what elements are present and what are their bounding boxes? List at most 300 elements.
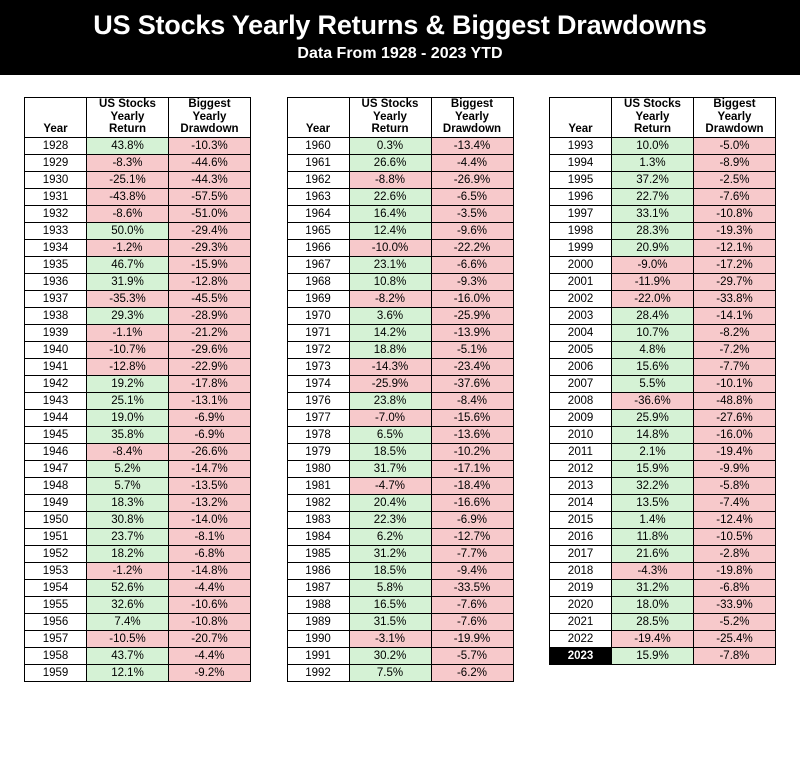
cell-year: 1973	[287, 358, 349, 375]
table-row	[25, 579, 251, 596]
table-row	[25, 409, 251, 426]
cell-biggest-drawdown: -15.6%	[431, 409, 513, 426]
table-row	[550, 443, 776, 460]
cell-biggest-drawdown: -7.6%	[431, 613, 513, 630]
cell-year: 1947	[25, 460, 87, 477]
cell-yearly-return: -25.9%	[349, 375, 431, 392]
cell-yearly-return: 14.2%	[349, 324, 431, 341]
cell-year: 2015	[550, 511, 612, 528]
cell-biggest-drawdown: -7.2%	[694, 341, 776, 358]
table-row	[25, 188, 251, 205]
table-row	[287, 154, 513, 171]
cell-year: 1933	[25, 222, 87, 239]
table-row	[550, 613, 776, 630]
column-header-drawdown	[431, 98, 513, 137]
cell-yearly-return: 28.3%	[612, 222, 694, 239]
table-row	[25, 562, 251, 579]
header-line-2: Yearly	[110, 110, 145, 123]
cell-year: 1932	[25, 205, 87, 222]
table-row	[287, 596, 513, 613]
cell-biggest-drawdown: -9.4%	[431, 562, 513, 579]
table-row	[25, 443, 251, 460]
cell-yearly-return: 1.4%	[612, 511, 694, 528]
cell-biggest-drawdown: -27.6%	[694, 409, 776, 426]
cell-year: 2013	[550, 477, 612, 494]
cell-biggest-drawdown: -2.5%	[694, 171, 776, 188]
table-row	[550, 477, 776, 494]
table-row	[25, 205, 251, 222]
cell-year: 1974	[287, 375, 349, 392]
table-row	[287, 222, 513, 239]
cell-year: 1954	[25, 579, 87, 596]
cell-biggest-drawdown: -5.8%	[694, 477, 776, 494]
cell-year: 1987	[287, 579, 349, 596]
header-line-1: US Stocks	[624, 98, 681, 111]
cell-biggest-drawdown: -13.4%	[431, 137, 513, 154]
cell-yearly-return: 25.1%	[87, 392, 169, 409]
cell-biggest-drawdown: -5.2%	[694, 613, 776, 630]
cell-biggest-drawdown: -14.1%	[694, 307, 776, 324]
cell-year: 1928	[25, 137, 87, 154]
header-line-2: Yearly	[192, 110, 227, 123]
cell-yearly-return: 30.2%	[349, 647, 431, 664]
cell-year: 2004	[550, 324, 612, 341]
column-header-return	[349, 98, 431, 137]
cell-year: 1957	[25, 630, 87, 647]
cell-biggest-drawdown: -10.3%	[169, 137, 251, 154]
cell-biggest-drawdown: -13.5%	[169, 477, 251, 494]
header-line-2: Yearly	[717, 110, 752, 123]
cell-biggest-drawdown: -5.7%	[431, 647, 513, 664]
cell-year: 1953	[25, 562, 87, 579]
table-row	[287, 443, 513, 460]
cell-biggest-drawdown: -17.2%	[694, 256, 776, 273]
header-banner	[0, 0, 800, 75]
cell-biggest-drawdown: -12.1%	[694, 239, 776, 256]
table-row	[25, 324, 251, 341]
cell-biggest-drawdown: -44.6%	[169, 154, 251, 171]
cell-year: 2018	[550, 562, 612, 579]
cell-yearly-return: -8.3%	[87, 154, 169, 171]
table-row	[550, 630, 776, 647]
cell-yearly-return: 31.5%	[349, 613, 431, 630]
cell-yearly-return: 6.2%	[349, 528, 431, 545]
table-row	[287, 630, 513, 647]
cell-year: 2022	[550, 630, 612, 647]
cell-year: 2020	[550, 596, 612, 613]
table-row	[287, 528, 513, 545]
cell-year: 1984	[287, 528, 349, 545]
header-line-1: Biggest	[450, 98, 494, 111]
table-row	[25, 460, 251, 477]
cell-yearly-return: 7.5%	[349, 664, 431, 681]
cell-biggest-drawdown: -20.7%	[169, 630, 251, 647]
cell-biggest-drawdown: -29.7%	[694, 273, 776, 290]
column-header-return	[612, 98, 694, 137]
column-header-year: Year	[550, 98, 612, 137]
cell-biggest-drawdown: -6.2%	[431, 664, 513, 681]
cell-biggest-drawdown: -37.6%	[431, 375, 513, 392]
table-row	[25, 664, 251, 681]
cell-yearly-return: 14.8%	[612, 426, 694, 443]
cell-year: 1978	[287, 426, 349, 443]
cell-yearly-return: -35.3%	[87, 290, 169, 307]
cell-year: 1996	[550, 188, 612, 205]
cell-year: 2012	[550, 460, 612, 477]
column-header-return	[87, 98, 169, 137]
table-row	[287, 647, 513, 664]
table-row	[550, 494, 776, 511]
table-row	[287, 375, 513, 392]
cell-biggest-drawdown: -7.8%	[694, 647, 776, 664]
cell-year: 1940	[25, 341, 87, 358]
cell-yearly-return: 6.5%	[349, 426, 431, 443]
table-row	[287, 477, 513, 494]
cell-biggest-drawdown: -3.5%	[431, 205, 513, 222]
cell-biggest-drawdown: -5.1%	[431, 341, 513, 358]
cell-year: 1979	[287, 443, 349, 460]
table-row	[25, 307, 251, 324]
cell-yearly-return: 32.6%	[87, 596, 169, 613]
header-line-3: Drawdown	[442, 122, 502, 135]
table-row	[550, 460, 776, 477]
cell-year: 1997	[550, 205, 612, 222]
cell-biggest-drawdown: -7.4%	[694, 494, 776, 511]
cell-year: 1993	[550, 137, 612, 154]
cell-year: 1964	[287, 205, 349, 222]
cell-biggest-drawdown: -51.0%	[169, 205, 251, 222]
cell-yearly-return: 18.8%	[349, 341, 431, 358]
cell-biggest-drawdown: -28.9%	[169, 307, 251, 324]
cell-yearly-return: -8.4%	[87, 443, 169, 460]
header-line-3: Return	[371, 122, 409, 135]
cell-year: 2016	[550, 528, 612, 545]
cell-biggest-drawdown: -48.8%	[694, 392, 776, 409]
cell-year: 1971	[287, 324, 349, 341]
cell-year: 1988	[287, 596, 349, 613]
cell-yearly-return: -11.9%	[612, 273, 694, 290]
table-row	[550, 392, 776, 409]
cell-year: 1972	[287, 341, 349, 358]
cell-yearly-return: -8.6%	[87, 205, 169, 222]
cell-year: 1963	[287, 188, 349, 205]
cell-biggest-drawdown: -19.8%	[694, 562, 776, 579]
table-row	[25, 392, 251, 409]
cell-yearly-return: 5.2%	[87, 460, 169, 477]
cell-year: 1980	[287, 460, 349, 477]
table-row	[550, 137, 776, 154]
cell-biggest-drawdown: -7.6%	[694, 188, 776, 205]
cell-yearly-return: 35.8%	[87, 426, 169, 443]
returns-table-panel-2	[287, 97, 514, 681]
cell-year: 1929	[25, 154, 87, 171]
table-row	[25, 528, 251, 545]
cell-year: 2007	[550, 375, 612, 392]
cell-yearly-return: 43.7%	[87, 647, 169, 664]
cell-biggest-drawdown: -16.6%	[431, 494, 513, 511]
returns-table-panel-3	[549, 97, 776, 664]
table-row	[287, 341, 513, 358]
cell-year: 1941	[25, 358, 87, 375]
cell-biggest-drawdown: -15.9%	[169, 256, 251, 273]
table-row	[25, 358, 251, 375]
table-row	[550, 528, 776, 545]
cell-yearly-return: -10.0%	[349, 239, 431, 256]
cell-yearly-return: 20.4%	[349, 494, 431, 511]
cell-biggest-drawdown: -18.4%	[431, 477, 513, 494]
cell-year: 1942	[25, 375, 87, 392]
cell-biggest-drawdown: -6.8%	[169, 545, 251, 562]
header-line-2: Yearly	[635, 110, 670, 123]
cell-year: 1948	[25, 477, 87, 494]
cell-yearly-return: 31.7%	[349, 460, 431, 477]
cell-biggest-drawdown: -10.6%	[169, 596, 251, 613]
table-body	[25, 137, 251, 681]
table-row	[550, 154, 776, 171]
cell-year: 1955	[25, 596, 87, 613]
table-body	[287, 137, 513, 681]
table-row	[550, 409, 776, 426]
cell-biggest-drawdown: -6.5%	[431, 188, 513, 205]
table-row	[25, 341, 251, 358]
table-row	[550, 647, 776, 664]
cell-yearly-return: 23.1%	[349, 256, 431, 273]
cell-year: 1985	[287, 545, 349, 562]
cell-year: 1938	[25, 307, 87, 324]
tables-container	[0, 75, 800, 681]
cell-yearly-return: -3.1%	[349, 630, 431, 647]
cell-biggest-drawdown: -14.0%	[169, 511, 251, 528]
table-row	[287, 409, 513, 426]
cell-biggest-drawdown: -9.9%	[694, 460, 776, 477]
table-row	[25, 426, 251, 443]
table-row	[550, 171, 776, 188]
table-row	[550, 290, 776, 307]
cell-yearly-return: 1.3%	[612, 154, 694, 171]
cell-year: 1946	[25, 443, 87, 460]
cell-biggest-drawdown: -7.7%	[694, 358, 776, 375]
column-header-year: Year	[287, 98, 349, 137]
cell-yearly-return: 33.1%	[612, 205, 694, 222]
cell-yearly-return: 50.0%	[87, 222, 169, 239]
cell-biggest-drawdown: -12.8%	[169, 273, 251, 290]
table-row	[25, 630, 251, 647]
cell-yearly-return: 0.3%	[349, 137, 431, 154]
table-header-row	[25, 98, 251, 137]
cell-yearly-return: -10.7%	[87, 341, 169, 358]
header-line-1: US Stocks	[361, 98, 419, 111]
cell-year: 1959	[25, 664, 87, 681]
cell-year: 2006	[550, 358, 612, 375]
cell-yearly-return: -9.0%	[612, 256, 694, 273]
cell-year: 1976	[287, 392, 349, 409]
cell-yearly-return: -22.0%	[612, 290, 694, 307]
cell-yearly-return: 31.9%	[87, 273, 169, 290]
cell-year: 1995	[550, 171, 612, 188]
cell-biggest-drawdown: -7.6%	[431, 596, 513, 613]
table-row	[287, 426, 513, 443]
cell-biggest-drawdown: -4.4%	[169, 647, 251, 664]
table-row	[550, 358, 776, 375]
cell-yearly-return: 19.0%	[87, 409, 169, 426]
cell-year: 1935	[25, 256, 87, 273]
table-row	[287, 460, 513, 477]
table-row	[550, 562, 776, 579]
cell-year: 1952	[25, 545, 87, 562]
table-row	[25, 273, 251, 290]
cell-year: 1999	[550, 239, 612, 256]
cell-biggest-drawdown: -6.6%	[431, 256, 513, 273]
cell-yearly-return: 31.2%	[349, 545, 431, 562]
cell-yearly-return: 43.8%	[87, 137, 169, 154]
cell-yearly-return: 28.4%	[612, 307, 694, 324]
table-row	[287, 545, 513, 562]
cell-year: 2019	[550, 579, 612, 596]
table-row	[25, 222, 251, 239]
table-row	[550, 511, 776, 528]
table-row	[287, 256, 513, 273]
cell-yearly-return: 12.4%	[349, 222, 431, 239]
table-row	[550, 596, 776, 613]
cell-yearly-return: -10.5%	[87, 630, 169, 647]
cell-yearly-return: -7.0%	[349, 409, 431, 426]
table-row	[550, 341, 776, 358]
cell-yearly-return: 15.6%	[612, 358, 694, 375]
cell-yearly-return: 5.7%	[87, 477, 169, 494]
cell-year: 1958	[25, 647, 87, 664]
cell-year: 2023	[550, 647, 612, 664]
cell-yearly-return: 46.7%	[87, 256, 169, 273]
cell-biggest-drawdown: -4.4%	[431, 154, 513, 171]
cell-year: 1951	[25, 528, 87, 545]
cell-yearly-return: 16.4%	[349, 205, 431, 222]
cell-year: 1931	[25, 188, 87, 205]
page-title: US Stocks Yearly Returns & Biggest Drawdowns	[93, 10, 707, 40]
cell-biggest-drawdown: -4.4%	[169, 579, 251, 596]
cell-yearly-return: 3.6%	[349, 307, 431, 324]
returns-table-panel-1	[24, 97, 251, 681]
cell-biggest-drawdown: -13.6%	[431, 426, 513, 443]
cell-yearly-return: -36.6%	[612, 392, 694, 409]
cell-biggest-drawdown: -44.3%	[169, 171, 251, 188]
cell-yearly-return: 23.7%	[87, 528, 169, 545]
cell-biggest-drawdown: -13.1%	[169, 392, 251, 409]
cell-biggest-drawdown: -29.4%	[169, 222, 251, 239]
column-header-drawdown	[694, 98, 776, 137]
cell-biggest-drawdown: -19.9%	[431, 630, 513, 647]
cell-year: 2009	[550, 409, 612, 426]
table-row	[25, 494, 251, 511]
cell-year: 2021	[550, 613, 612, 630]
cell-biggest-drawdown: -33.8%	[694, 290, 776, 307]
table-row	[287, 579, 513, 596]
cell-biggest-drawdown: -8.2%	[694, 324, 776, 341]
table-row	[550, 188, 776, 205]
cell-yearly-return: 26.6%	[349, 154, 431, 171]
table-row	[25, 596, 251, 613]
cell-biggest-drawdown: -6.9%	[169, 426, 251, 443]
cell-yearly-return: -1.2%	[87, 562, 169, 579]
cell-yearly-return: -8.8%	[349, 171, 431, 188]
cell-biggest-drawdown: -33.5%	[431, 579, 513, 596]
cell-year: 2000	[550, 256, 612, 273]
table-row	[287, 392, 513, 409]
cell-biggest-drawdown: -12.4%	[694, 511, 776, 528]
cell-year: 1961	[287, 154, 349, 171]
cell-yearly-return: 18.3%	[87, 494, 169, 511]
table-header-row	[287, 98, 513, 137]
table-row	[287, 205, 513, 222]
header-line-1: US Stocks	[99, 98, 156, 111]
cell-year: 1945	[25, 426, 87, 443]
cell-yearly-return: 25.9%	[612, 409, 694, 426]
table-row	[287, 664, 513, 681]
cell-biggest-drawdown: -19.4%	[694, 443, 776, 460]
header-line-1: Biggest	[188, 98, 231, 111]
cell-yearly-return: 15.9%	[612, 460, 694, 477]
cell-yearly-return: 12.1%	[87, 664, 169, 681]
table-row	[550, 222, 776, 239]
cell-yearly-return: 4.8%	[612, 341, 694, 358]
header-line-3: Return	[108, 122, 147, 135]
cell-yearly-return: 22.3%	[349, 511, 431, 528]
cell-yearly-return: 31.2%	[612, 579, 694, 596]
cell-year: 2014	[550, 494, 612, 511]
header-line-2: Yearly	[455, 110, 489, 123]
cell-year: 1986	[287, 562, 349, 579]
cell-biggest-drawdown: -33.9%	[694, 596, 776, 613]
cell-biggest-drawdown: -29.6%	[169, 341, 251, 358]
table-row	[287, 171, 513, 188]
cell-biggest-drawdown: -26.6%	[169, 443, 251, 460]
cell-year: 1962	[287, 171, 349, 188]
cell-biggest-drawdown: -10.5%	[694, 528, 776, 545]
cell-biggest-drawdown: -8.1%	[169, 528, 251, 545]
cell-year: 2011	[550, 443, 612, 460]
cell-yearly-return: 30.8%	[87, 511, 169, 528]
table-row	[550, 579, 776, 596]
table-row	[550, 205, 776, 222]
table-row	[25, 647, 251, 664]
table-row	[550, 273, 776, 290]
cell-yearly-return: 18.5%	[349, 443, 431, 460]
cell-yearly-return: 29.3%	[87, 307, 169, 324]
cell-biggest-drawdown: -6.9%	[169, 409, 251, 426]
cell-yearly-return: 22.7%	[612, 188, 694, 205]
cell-yearly-return: 10.7%	[612, 324, 694, 341]
cell-biggest-drawdown: -9.6%	[431, 222, 513, 239]
cell-year: 1937	[25, 290, 87, 307]
table-row	[287, 511, 513, 528]
cell-biggest-drawdown: -9.2%	[169, 664, 251, 681]
column-header-year: Year	[25, 98, 87, 137]
cell-year: 1998	[550, 222, 612, 239]
cell-year: 1992	[287, 664, 349, 681]
cell-biggest-drawdown: -2.8%	[694, 545, 776, 562]
cell-yearly-return: -1.2%	[87, 239, 169, 256]
table-row	[287, 137, 513, 154]
table-row	[287, 613, 513, 630]
cell-year: 1936	[25, 273, 87, 290]
page-subtitle: Data From 1928 - 2023 YTD	[297, 45, 503, 63]
table-row	[25, 171, 251, 188]
table-row	[287, 562, 513, 579]
cell-year: 1934	[25, 239, 87, 256]
cell-yearly-return: -12.8%	[87, 358, 169, 375]
cell-yearly-return: 37.2%	[612, 171, 694, 188]
table-row	[25, 154, 251, 171]
cell-yearly-return: 20.9%	[612, 239, 694, 256]
